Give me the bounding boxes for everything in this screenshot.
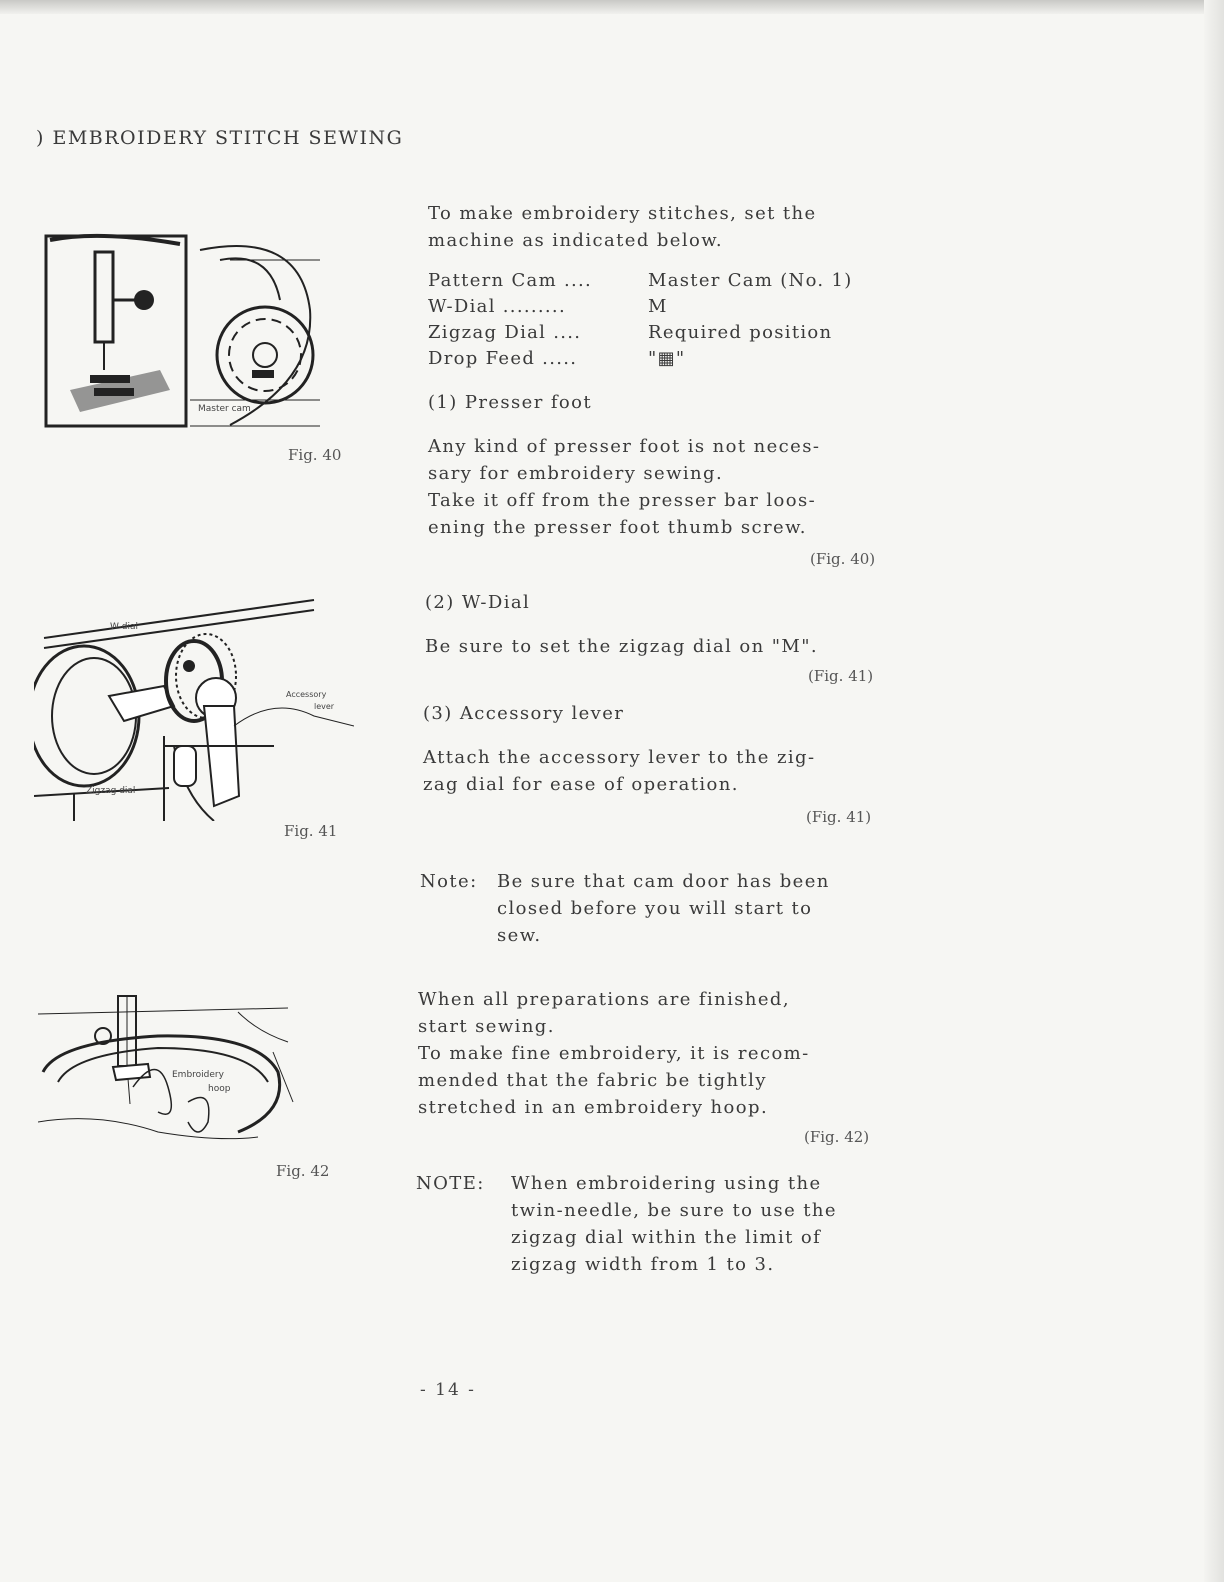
finish-paragraph — [418, 986, 888, 1121]
figure-label-zigzag-dial: Zigzag dial — [86, 786, 136, 796]
section-title-w-dial: (2) W-Dial — [425, 592, 531, 613]
figure-41 — [34, 596, 354, 825]
figure-label-hoop: hoop — [208, 1084, 231, 1094]
figure-41-illustration — [34, 596, 354, 821]
note-line: sew. — [497, 925, 542, 946]
section-title-presser-foot: (1) Presser foot — [428, 392, 593, 413]
presser-foot-paragraph — [428, 433, 898, 541]
figure-label-lever: lever — [314, 702, 335, 711]
paragraph-line: sary for embroidery sewing. — [428, 463, 724, 484]
settings-row — [428, 346, 853, 372]
paragraph-line: Any kind of presser foot is not neces- — [428, 436, 821, 457]
figure-42 — [38, 992, 298, 1166]
paragraph-line: When all preparations are finished, — [418, 989, 790, 1010]
page-heading: ) EMBROIDERY STITCH SEWING — [36, 127, 404, 149]
setting-key: Pattern Cam .... — [428, 270, 593, 291]
note-cam-door — [420, 868, 890, 952]
paragraph-line: Take it off from the presser bar loos- — [428, 490, 817, 511]
note-body — [497, 868, 830, 949]
settings-row — [428, 320, 853, 346]
paragraph-line: start sewing. — [418, 1016, 555, 1037]
fig-ref: (Fig. 41) — [806, 808, 872, 826]
figure-caption: Fig. 40 — [288, 446, 342, 464]
note-twin-needle — [416, 1170, 896, 1280]
settings-list — [428, 268, 853, 372]
accessory-lever-paragraph — [423, 744, 893, 798]
scan-right-edge — [1204, 0, 1224, 1582]
setting-value: Master Cam (No. 1) — [648, 270, 853, 291]
setting-value: M — [648, 296, 668, 317]
scan-edge — [0, 0, 1224, 14]
paragraph-line: To make fine embroidery, it is recom- — [418, 1043, 810, 1064]
setting-key: Zigzag Dial .... — [428, 322, 582, 343]
paragraph-line: stretched in an embroidery hoop. — [418, 1097, 769, 1118]
fig-ref: (Fig. 42) — [804, 1128, 870, 1146]
paragraph-line: zag dial for ease of operation. — [423, 774, 739, 795]
note-line: closed before you will start to — [497, 898, 813, 919]
note-line: zigzag width from 1 to 3. — [511, 1254, 775, 1275]
fig-ref: (Fig. 41) — [808, 667, 874, 685]
setting-value: "▦" — [648, 348, 686, 369]
note-label: Note: — [420, 871, 478, 892]
paragraph-line: Be sure to set the zigzag dial on "M". — [425, 636, 819, 657]
note-body — [511, 1170, 837, 1278]
intro-line: machine as indicated below. — [428, 230, 724, 251]
settings-row — [428, 268, 853, 294]
figure-40-illustration — [40, 230, 330, 430]
paragraph-line: ening the presser foot thumb screw. — [428, 517, 807, 538]
note-line: zigzag dial within the limit of — [511, 1227, 822, 1248]
figure-label-master-cam: Master cam — [198, 404, 251, 414]
figure-label-w-dial: W-dial — [110, 622, 139, 632]
figure-label-accessory: Accessory — [286, 690, 327, 699]
note-line: When embroidering using the — [511, 1173, 822, 1194]
setting-key: W-Dial ......... — [428, 296, 566, 317]
setting-value: Required position — [648, 322, 833, 343]
figure-caption: Fig. 41 — [284, 822, 338, 840]
note-line: Be sure that cam door has been — [497, 871, 830, 892]
intro-line: To make embroidery stitches, set the — [428, 203, 817, 224]
settings-row — [428, 294, 853, 320]
note-label: NOTE: — [416, 1173, 485, 1194]
w-dial-paragraph — [425, 633, 895, 660]
figure-caption: Fig. 42 — [276, 1162, 330, 1180]
figure-42-illustration — [38, 992, 298, 1162]
note-line: twin-needle, be sure to use the — [511, 1200, 837, 1221]
figure-label-embroidery: Embroidery — [172, 1070, 224, 1080]
paragraph-line: mended that the fabric be tightly — [418, 1070, 767, 1091]
paragraph-line: Attach the accessory lever to the zig- — [423, 747, 816, 768]
section-title-accessory-lever: (3) Accessory lever — [423, 703, 625, 724]
intro-paragraph — [428, 200, 898, 254]
figure-40 — [40, 230, 330, 434]
page-number: - 14 - — [420, 1380, 476, 1400]
fig-ref: (Fig. 40) — [810, 550, 876, 568]
setting-key: Drop Feed ..... — [428, 348, 578, 369]
